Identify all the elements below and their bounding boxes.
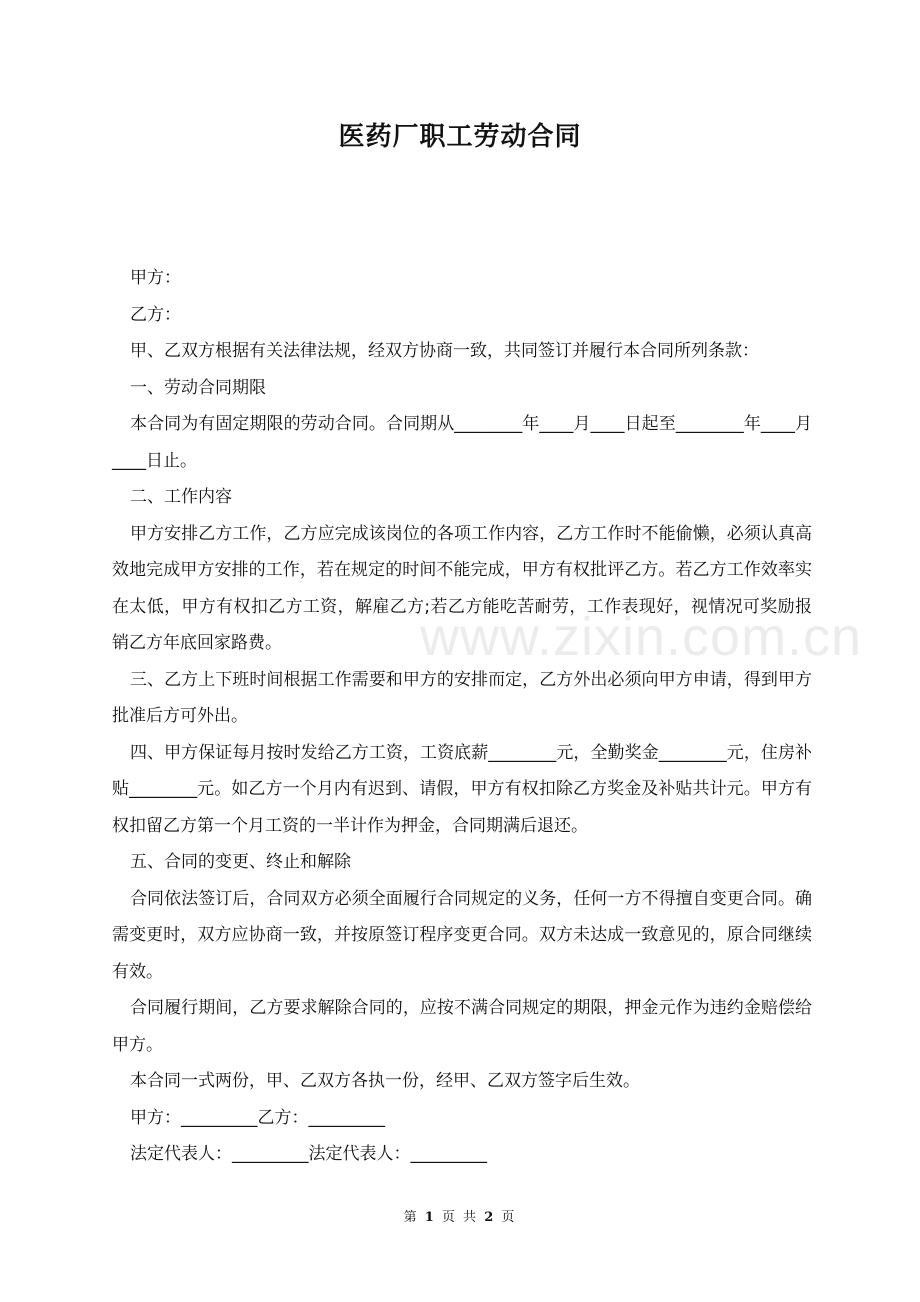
copies-clause: 本合同一式两份，甲、乙双方各执一份，经甲、乙双方签字后生效。 <box>130 1071 640 1091</box>
section-5-text-2: 合同履行期间，乙方要求解除合同的，应按不满合同规定的期限，押金元作为违约金赔偿给甲方。 <box>112 998 812 1055</box>
footer-prefix: 第 <box>403 1210 419 1225</box>
signature-parties: 甲方：_________乙方：_________ <box>130 1107 385 1128</box>
party-a-line: 甲方： <box>130 268 181 288</box>
footer-suffix: 页 <box>501 1210 517 1225</box>
total-pages-number: 2 <box>484 1210 496 1225</box>
section-2-text: 甲方安排乙方工作，乙方应完成该岗位的各项工作内容，乙方工作时不能偷懒，必须认真高效地完成甲方安排的工作，若在规定的时间不能完成，甲方有权批评乙方。若乙方工作效率实在太低，甲方有权扣乙方工资，解雇乙方;若乙方能吃苦耐劳，工作表现好，视情况可奖励报销乙方年底回家路费。 <box>112 523 812 653</box>
contract-body <box>112 260 812 1173</box>
section-3-text: 三、乙方上下班时间根据工作需要和甲方的安排而定，乙方外出必须向甲方申请，得到甲方批准后方可外出。 <box>112 669 812 726</box>
party-b-line: 乙方： <box>130 304 181 325</box>
section-5-text-1: 合同依法签订后，合同双方必须全面履行合同规定的义务，任何一方不得擅自变更合同。确需变更时，双方应协商一致，并按原签订程序变更合同。双方未达成一致意见的，原合同继续有效。 <box>112 888 812 982</box>
document-title: 医药厂职工劳动合同 <box>338 122 582 152</box>
section-1-text: 本合同为有固定期限的劳动合同。合同期从________年____月____日起至________年____月____日止。 <box>112 414 812 471</box>
page-footer <box>0 1206 920 1225</box>
current-page-number: 1 <box>424 1210 436 1225</box>
section-5-heading: 五、合同的变更、终止和解除 <box>130 852 351 872</box>
section-2-heading: 二、工作内容 <box>130 487 232 507</box>
footer-middle: 页 共 <box>441 1210 479 1225</box>
signature-representatives: 法定代表人：_________法定代表人：_________ <box>130 1144 487 1164</box>
section-1-heading: 一、劳动合同期限 <box>130 377 266 398</box>
preamble: 甲、乙双方根据有关法律法规，经双方协商一致，共同签订并履行本合同所列条款： <box>130 341 759 361</box>
watermark: www.zixin.com.cn <box>420 607 863 667</box>
section-4-text: 四、甲方保证每月按时发给乙方工资，工资底薪________元，全勤奖金________元，住房补贴________元。如乙方一个月内有迟到、请假，甲方有权扣除乙方奖金及补贴共计元。甲方有权扣留乙方第一个月工资的一半计作为押金，合同期满后退还。 <box>112 742 812 836</box>
